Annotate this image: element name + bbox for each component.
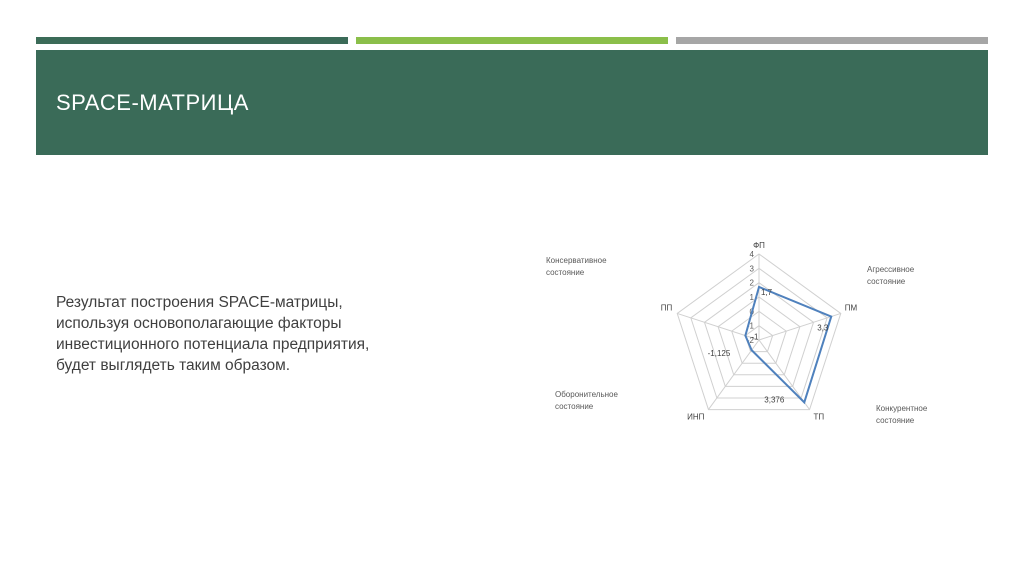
radar-data-point [758, 286, 760, 288]
radar-tick-label: 0 [749, 307, 754, 317]
slide-title: SPACE-МАТРИЦА [56, 89, 249, 115]
radar-tick-label: 2 [749, 278, 754, 288]
radar-axis-label: ПМ [844, 303, 858, 313]
radar-data-point [803, 402, 805, 404]
radar-tick-label: -1 [746, 321, 754, 331]
quadrant-label-aggressive-line2: состояние [867, 277, 906, 286]
quadrant-label-aggressive-line1: Агрессивное [867, 265, 915, 274]
quadrant-label-defensive-line1: Оборонительное [555, 390, 618, 399]
radar-axis-label: ФП [753, 241, 765, 250]
radar-tick-label: 3 [749, 264, 754, 274]
radar-tick-label: 1 [749, 293, 754, 302]
radar-data-label: 1,7 [761, 287, 773, 297]
body-line: используя основополагающие факторы [56, 315, 342, 332]
radar-data-label: -1,125 [707, 349, 731, 359]
radar-axis-label: ПП [660, 303, 673, 313]
body-line: инвестиционного потенциала предприятия, [56, 336, 370, 353]
quadrant-label-conservative-line2: состояние [546, 268, 585, 277]
quadrant-label-competitive-line2: состояние [876, 416, 915, 425]
quadrant-label-defensive-line2: состояние [555, 402, 594, 411]
quadrant-label-conservative-line1: Консервативное [546, 256, 607, 265]
radar-data-point [751, 349, 753, 351]
radar-data-point [830, 316, 832, 318]
radar-axis-label: ИНП [687, 412, 705, 422]
radar-axis-label: ТП [813, 412, 825, 422]
quadrant-label-competitive-line1: Конкурентное [876, 404, 928, 413]
body-line: будет выглядеть таким образом. [56, 357, 291, 374]
radar-data-label: -1 [751, 332, 759, 342]
radar-data-point [745, 335, 747, 337]
body-line: Результат построения SPACE-матрицы, [56, 294, 343, 311]
radar-tick-label: -2 [746, 336, 754, 345]
radar-data-label: 3,3 [817, 323, 829, 333]
radar-data-label: 3,376 [764, 395, 785, 405]
radar-tick-label: 4 [749, 250, 754, 259]
